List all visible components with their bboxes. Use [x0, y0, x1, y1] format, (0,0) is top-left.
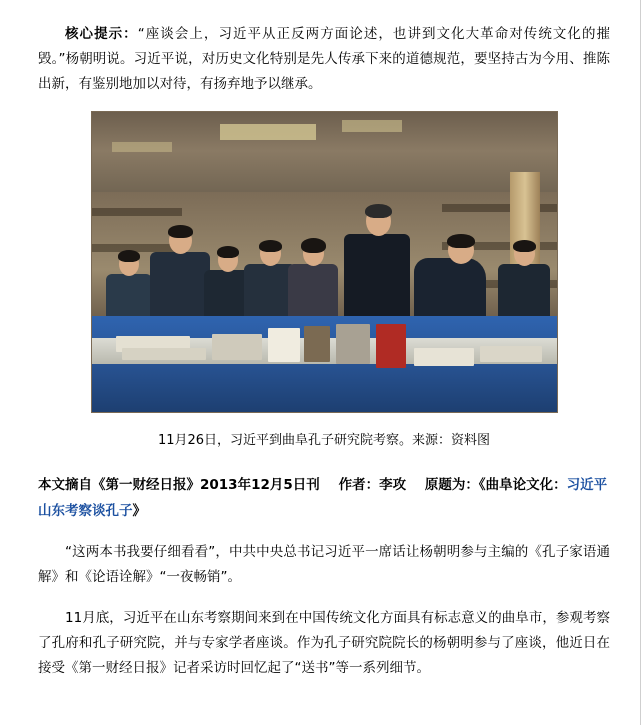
- article-figure: [38, 111, 610, 448]
- body-paragraph-2: 11月底，习近平在山东考察期间来到在中国传统文化方面具有标志意义的曲阜市，参观考察了孔府和孔子研究院，并与专家学者座谈。作为孔子研究院院长的杨朝明参与了座谈，他近日在接受《第一财经日报》记者采访时回忆起了“送书”等一系列细节。: [38, 610, 610, 676]
- article-byline: [38, 472, 610, 524]
- byline-original-title-highlight: 习近平山东考察谈孔子: [38, 477, 608, 519]
- byline-original-label: 原题为：: [424, 477, 479, 493]
- photo-shelf: [442, 204, 558, 212]
- article-photo: [91, 111, 558, 413]
- byline-author-label: 作者：: [338, 477, 380, 493]
- photo-light-panel: [220, 124, 316, 140]
- photo-light-panel: [342, 120, 402, 132]
- body-paragraph-1: “这两本书我要仔细看看”，中共中央总书记习近平一席话让杨朝明参与主编的《孔子家语通解》和《论语诠解》“一夜畅销”。: [38, 544, 610, 585]
- photo-ceiling: [92, 112, 557, 198]
- photo-light-panel: [112, 142, 172, 152]
- photo-shelf: [92, 208, 182, 216]
- byline-original-title-end: 》: [132, 503, 146, 519]
- byline-author: 李攻: [379, 477, 407, 493]
- lead-text: “座谈会上，习近平从正反两方面论述，也讲到文化大革命对传统文化的摧毁。”杨朝明说。习近平说，对历史文化特别是先人传承下来的道德规范，要坚持古为今用、推陈出新，有鉴别地加以对待，有扬弃地予以继承。: [38, 26, 610, 92]
- lead-label: 核心提示：: [65, 26, 138, 42]
- byline-original-title: 《曲阜论文化：: [478, 477, 567, 493]
- byline-source: 本文摘自《第一财经日报》2013年12月5日刊: [38, 477, 320, 493]
- lead-paragraph: [38, 22, 610, 97]
- figure-caption: 11月26日，习近平到曲阜孔子研究院考察。来源：资料图: [157, 433, 491, 448]
